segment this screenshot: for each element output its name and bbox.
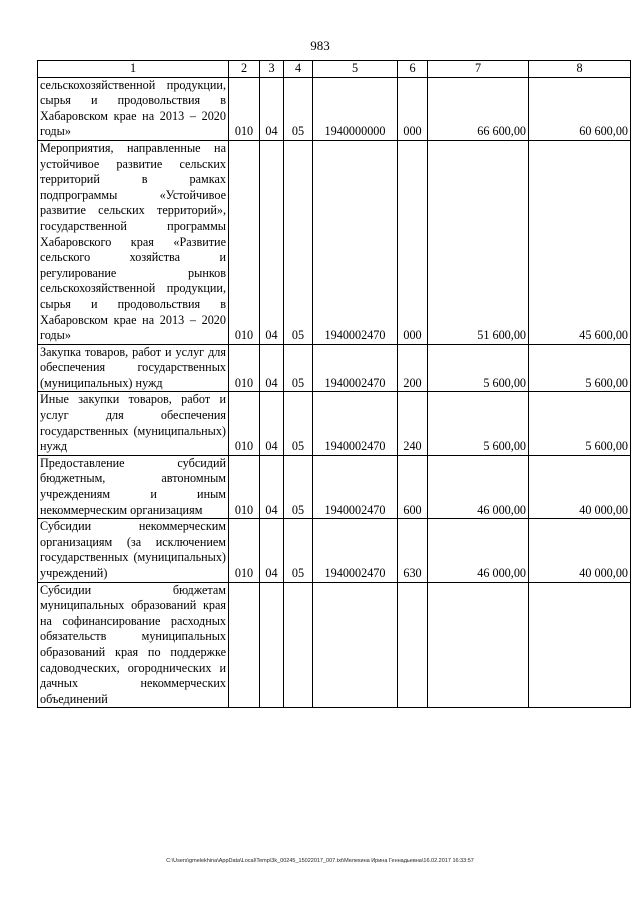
code-cell <box>260 582 284 708</box>
amount-cell: 5 600,00 <box>428 344 529 392</box>
code-cell: 010 <box>229 140 260 344</box>
code-cell: 05 <box>284 519 313 582</box>
code-cell <box>313 582 398 708</box>
code-cell: 05 <box>284 344 313 392</box>
row-name-cell: Закупка товаров, работ и услуг для обеспечения государственных (муниципальных) нужд <box>38 344 229 392</box>
amount-cell: 5 600,00 <box>529 344 631 392</box>
table-row <box>38 344 631 392</box>
column-header: 5 <box>313 61 398 78</box>
table-row <box>38 140 631 344</box>
table-row <box>38 77 631 140</box>
amount-cell: 5 600,00 <box>529 392 631 455</box>
amount-cell <box>428 582 529 708</box>
code-cell: 1940002470 <box>313 344 398 392</box>
table-row <box>38 392 631 455</box>
budget-table <box>37 60 631 708</box>
row-name-cell: Мероприятия, направленные на устойчивое развитие сельских территорий в рамках подпрограммы «Устойчивое развитие сельских территорий», государственной программы Хабаровского края «Развитие сельского хозяйства и регулирование рынков сельскохозяйственной продукции, сырья и продовольствия в Хабаровском крае на 2013 – 2020 годы» <box>38 140 229 344</box>
code-cell: 240 <box>398 392 428 455</box>
column-header: 6 <box>398 61 428 78</box>
code-cell: 000 <box>398 140 428 344</box>
file-path-footer: C:\Users\gmelekhina\AppData\Local\Temp\3k_00245_15022017_007.txt\Мелехина Ирина Геннадьевна\16.02.2017 16:33:57 <box>166 858 474 864</box>
code-cell: 1940002470 <box>313 455 398 518</box>
code-cell: 1940002470 <box>313 519 398 582</box>
row-name-cell: Иные закупки товаров, работ и услуг для обеспечения государственных (муниципальных) нужд <box>38 392 229 455</box>
code-cell: 05 <box>284 392 313 455</box>
code-cell: 010 <box>229 519 260 582</box>
code-cell: 010 <box>229 455 260 518</box>
code-cell: 010 <box>229 392 260 455</box>
row-name-cell: Субсидии бюджетам муниципальных образований края на софинансирование расходных обязательств муниципальных образований края по поддержке садоводческих, огороднических и дачных некоммерческих объединений <box>38 582 229 708</box>
code-cell: 1940000000 <box>313 77 398 140</box>
code-cell: 05 <box>284 140 313 344</box>
amount-cell: 5 600,00 <box>428 392 529 455</box>
amount-cell: 46 000,00 <box>428 519 529 582</box>
amount-cell <box>529 582 631 708</box>
code-cell: 010 <box>229 77 260 140</box>
column-header: 8 <box>529 61 631 78</box>
code-cell: 200 <box>398 344 428 392</box>
amount-cell: 51 600,00 <box>428 140 529 344</box>
page-number: 983 <box>310 38 330 53</box>
column-header: 2 <box>229 61 260 78</box>
column-header: 4 <box>284 61 313 78</box>
table-row <box>38 455 631 518</box>
amount-cell: 46 000,00 <box>428 455 529 518</box>
code-cell: 000 <box>398 77 428 140</box>
amount-cell: 40 000,00 <box>529 455 631 518</box>
code-cell: 04 <box>260 519 284 582</box>
code-cell: 04 <box>260 77 284 140</box>
row-name-cell: сельскохозяйственной продукции, сырья и продовольствия в Хабаровском крае на 2013 – 2020 годы» <box>38 77 229 140</box>
code-cell: 1940002470 <box>313 392 398 455</box>
code-cell: 04 <box>260 455 284 518</box>
code-cell: 630 <box>398 519 428 582</box>
code-cell: 1940002470 <box>313 140 398 344</box>
table-row <box>38 582 631 708</box>
code-cell: 010 <box>229 344 260 392</box>
amount-cell: 40 000,00 <box>529 519 631 582</box>
column-header: 7 <box>428 61 529 78</box>
code-cell <box>284 582 313 708</box>
code-cell: 04 <box>260 344 284 392</box>
row-name-cell: Субсидии некоммерческим организациям (за исключением государственных (муниципальных) учреждений) <box>38 519 229 582</box>
code-cell <box>229 582 260 708</box>
amount-cell: 66 600,00 <box>428 77 529 140</box>
code-cell: 04 <box>260 140 284 344</box>
amount-cell: 45 600,00 <box>529 140 631 344</box>
code-cell: 04 <box>260 392 284 455</box>
column-header: 3 <box>260 61 284 78</box>
table-row <box>38 519 631 582</box>
code-cell: 600 <box>398 455 428 518</box>
code-cell: 05 <box>284 77 313 140</box>
amount-cell: 60 600,00 <box>529 77 631 140</box>
column-header: 1 <box>38 61 229 78</box>
row-name-cell: Предоставление субсидий бюджетным, автономным учреждениям и иным некоммерческим организациям <box>38 455 229 518</box>
table-header-row <box>38 61 631 78</box>
code-cell <box>398 582 428 708</box>
code-cell: 05 <box>284 455 313 518</box>
